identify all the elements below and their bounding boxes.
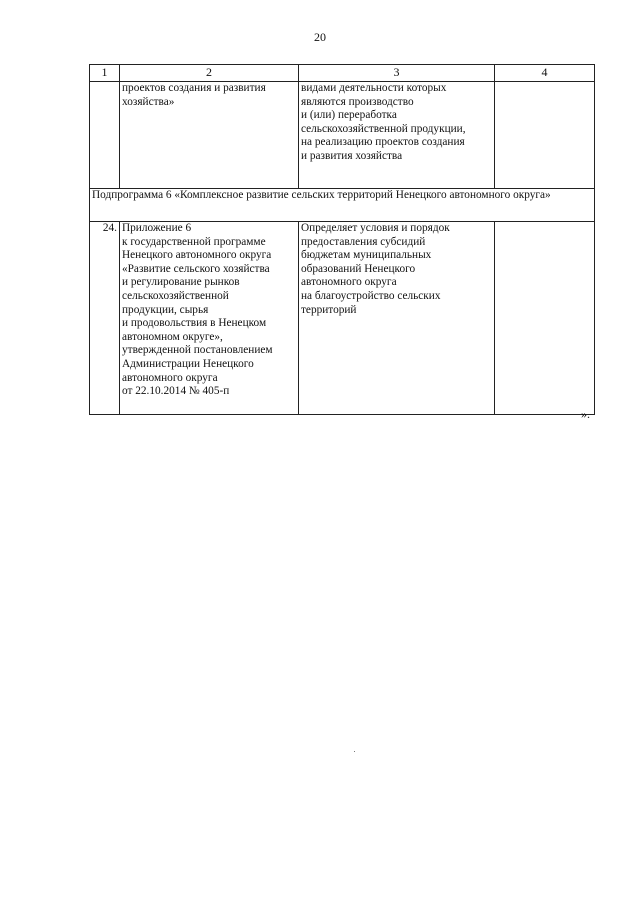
row-24-note-cell (495, 222, 595, 415)
header-col-1: 1 (90, 65, 120, 82)
document-table (89, 64, 595, 415)
continuation-num-cell (90, 82, 120, 189)
table-row-section (90, 189, 595, 222)
scan-speck (354, 751, 355, 752)
page-number: 20 (314, 30, 326, 44)
table-header-row (90, 65, 595, 82)
row-24-document-cell: Приложение 6 к государственной программе Ненецкого автономного округа «Развитие сельского хозяйства и регулирование рынков сельскохозяйственной продукции, сырья и продовольствия в Ненецком автономном округе», утвержденной постановлением Администрации Ненецкого автономного округа от 22.10.2014 № 405-п (120, 222, 299, 415)
closing-quote-mark: ». (581, 407, 590, 421)
continuation-description-cell: видами деятельности которых являются производство и (или) переработка сельскохозяйственной продукции, на реализацию проектов создания и развития хозяйства (299, 82, 495, 189)
table-row-continuation (90, 82, 595, 189)
row-number: 24. (90, 222, 120, 415)
header-col-4: 4 (495, 65, 595, 82)
header-col-2: 2 (120, 65, 299, 82)
continuation-document-cell: проектов создания и развития хозяйства» (120, 82, 299, 189)
subprogram-heading: Подпрограмма 6 «Комплексное развитие сельских территорий Ненецкого автономного округа» (90, 189, 595, 222)
row-24-description-cell: Определяет условия и порядок предоставления субсидий бюджетам муниципальных образований Ненецкого автономного округа на благоустройство сельских территорий (299, 222, 495, 415)
header-col-3: 3 (299, 65, 495, 82)
continuation-note-cell (495, 82, 595, 189)
table-row-24 (90, 222, 595, 415)
